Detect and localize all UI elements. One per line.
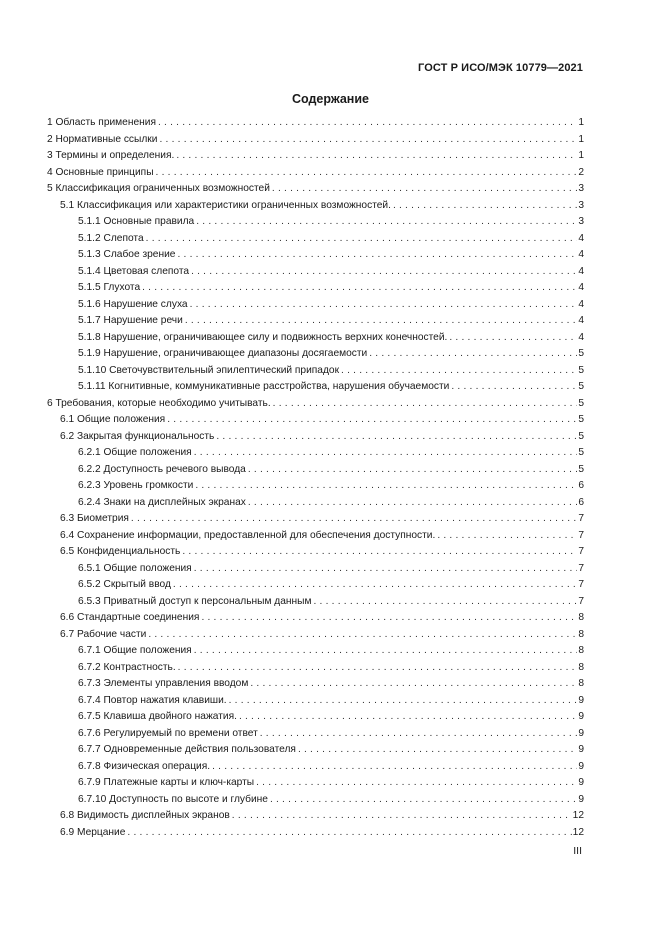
toc-entry-title: 5 Классификация ограниченных возможностей — [47, 183, 270, 194]
toc-leader-dots — [142, 280, 577, 297]
toc-entry[interactable] — [47, 726, 584, 743]
toc-entry-title: 5.1.7 Нарушение речи — [78, 315, 183, 326]
toc-leader-dots — [248, 495, 578, 512]
toc-entry[interactable] — [47, 825, 584, 842]
toc-entry-title: 6 Требования, которые необходимо учитывать. — [47, 397, 271, 409]
toc-leader-dots — [159, 132, 577, 149]
toc-leader-dots — [185, 313, 578, 330]
toc-leader-dots — [314, 594, 578, 611]
toc-entry[interactable] — [47, 742, 584, 759]
toc-entry-title: 6.7.6 Регулируемый по времени ответ — [78, 727, 258, 739]
toc-leader-dots — [177, 247, 577, 264]
toc-entry-page: 4 — [578, 331, 584, 343]
toc-entry-title: 5.1.9 Нарушение, ограничивающее диапазоны досягаемости — [78, 348, 368, 359]
toc-entry-page: 9 — [578, 793, 584, 805]
toc-entry-title: 6.7.10 Доступность по высоте и глубине — [78, 793, 268, 805]
toc-leader-dots — [229, 693, 578, 710]
table-of-contents — [47, 115, 584, 841]
toc-entry[interactable] — [47, 297, 584, 314]
toc-entry-title: 4 Основные принципы — [47, 166, 154, 178]
toc-leader-dots — [260, 726, 578, 743]
toc-entry[interactable] — [47, 709, 584, 726]
toc-entry-page: 5 — [578, 348, 584, 359]
page-title: Содержание — [291, 92, 369, 106]
toc-entry-title: 1 Область применения — [47, 117, 156, 128]
toc-entry-page: 3 — [578, 216, 584, 227]
toc-entry[interactable] — [47, 808, 584, 825]
toc-entry-title: 5.1.6 Нарушение слуха — [78, 298, 188, 310]
toc-entry-page: 5 — [578, 430, 584, 442]
toc-entry-page: 2 — [578, 166, 584, 178]
toc-entry[interactable] — [47, 676, 584, 693]
toc-entry[interactable] — [47, 148, 584, 165]
toc-entry-page: 1 — [578, 133, 584, 145]
toc-entry[interactable] — [47, 792, 584, 809]
toc-entry-page: 4 — [578, 265, 584, 277]
toc-leader-dots — [212, 759, 577, 776]
toc-entry-title: 6.2.2 Доступность речевого вывода — [78, 463, 246, 475]
toc-entry[interactable] — [47, 313, 584, 330]
toc-entry-title: 5.1.2 Слепота — [78, 232, 144, 244]
page-number: III — [573, 845, 582, 857]
toc-entry-page: 9 — [578, 744, 584, 755]
toc-entry-title: 5.1.8 Нарушение, ограничивающее силу и подвижность верхних конечностей. — [78, 331, 448, 343]
toc-entry-title: 6.1 Общие положения — [60, 414, 166, 425]
toc-leader-dots — [127, 825, 571, 842]
toc-entry[interactable] — [47, 412, 584, 429]
toc-entry-page: 1 — [578, 150, 584, 161]
toc-entry[interactable] — [47, 544, 584, 561]
toc-entry-page: 5 — [578, 397, 584, 409]
toc-entry[interactable] — [47, 363, 584, 380]
toc-leader-dots — [131, 511, 577, 528]
toc-entry-page: 4 — [578, 315, 584, 326]
toc-entry-page: 9 — [578, 694, 584, 706]
toc-entry-title: 6.7.1 Общие положения — [78, 645, 192, 656]
toc-entry-title: 6.2.4 Знаки на дисплейных экранах — [78, 496, 246, 508]
toc-entry-page: 9 — [578, 777, 584, 788]
toc-leader-dots — [191, 264, 577, 281]
toc-entry[interactable] — [47, 346, 584, 363]
toc-entry-title: 6.8 Видимость дисплейных экранов — [60, 810, 230, 821]
toc-entry[interactable] — [47, 247, 584, 264]
toc-leader-dots — [451, 379, 577, 396]
toc-leader-dots — [272, 181, 577, 198]
toc-entry[interactable] — [47, 214, 584, 231]
toc-entry-title: 6.7.3 Элементы управления вводом — [78, 678, 249, 689]
toc-entry-title: 6.5 Конфиденциальность — [60, 546, 181, 557]
toc-entry[interactable] — [47, 330, 584, 347]
toc-entry[interactable] — [47, 528, 584, 545]
toc-entry-title: 6.7.8 Физическая операция. — [78, 760, 211, 772]
toc-entry[interactable] — [47, 115, 584, 132]
toc-leader-dots — [216, 429, 577, 446]
toc-entry-title: 6.7.7 Одновременные действия пользователя — [78, 744, 296, 755]
toc-entry-page: 3 — [578, 199, 584, 211]
toc-leader-dots — [250, 676, 577, 693]
toc-entry[interactable] — [47, 775, 584, 792]
toc-leader-dots — [194, 561, 578, 578]
toc-entry[interactable] — [47, 511, 584, 528]
toc-entry-page: 8 — [578, 661, 584, 673]
toc-leader-dots — [201, 610, 577, 627]
toc-entry[interactable] — [47, 445, 584, 462]
toc-entry-title: 6.7 Рабочие части — [60, 628, 147, 640]
toc-entry[interactable] — [47, 264, 584, 281]
toc-entry-page: 6 — [578, 480, 584, 491]
toc-leader-dots — [239, 709, 577, 726]
toc-entry[interactable] — [47, 643, 584, 660]
toc-entry[interactable] — [47, 693, 584, 710]
toc-entry-page: 12 — [572, 810, 584, 821]
toc-leader-dots — [437, 528, 577, 545]
toc-entry-title: 5.1.5 Глухота — [78, 282, 141, 293]
toc-leader-dots — [195, 478, 577, 495]
toc-entry-page: 5 — [578, 381, 584, 392]
toc-entry[interactable] — [47, 462, 584, 479]
toc-entry-title: 2 Нормативные ссылки — [47, 133, 158, 145]
toc-entry-title: 6.5.2 Скрытый ввод — [78, 579, 171, 590]
toc-entry[interactable] — [47, 231, 584, 248]
toc-entry-title: 5.1.11 Когнитивные, коммуникативные расстройства, нарушения обучаемости — [78, 381, 450, 392]
toc-entry-page: 8 — [578, 628, 584, 640]
toc-entry[interactable] — [47, 198, 584, 215]
toc-entry-title: 6.7.4 Повтор нажатия клавиши. — [78, 694, 227, 706]
toc-entry-page: 7 — [578, 579, 584, 590]
toc-entry-page: 3 — [578, 183, 584, 194]
toc-leader-dots — [298, 742, 577, 759]
toc-entry-title: 6.7.9 Платежные карты и ключ-карты — [78, 777, 255, 788]
toc-entry-title: 6.2.1 Общие положения — [78, 447, 192, 458]
toc-entry-page: 7 — [578, 513, 584, 524]
toc-entry-page: 7 — [578, 595, 584, 607]
toc-leader-dots — [393, 198, 577, 215]
toc-entry[interactable] — [47, 759, 584, 776]
toc-entry[interactable] — [47, 627, 584, 644]
toc-entry-title: 5.1.4 Цветовая слепота — [78, 265, 190, 277]
toc-leader-dots — [167, 412, 577, 429]
toc-entry-page: 8 — [578, 645, 584, 656]
toc-entry-page: 9 — [578, 760, 584, 772]
toc-leader-dots — [146, 231, 578, 248]
toc-leader-dots — [273, 396, 578, 413]
toc-entry-title: 6.2 Закрытая функциональность — [60, 430, 215, 442]
toc-leader-dots — [182, 544, 577, 561]
toc-entry-title: 6.7.5 Клавиша двойного нажатия. — [78, 711, 237, 722]
toc-leader-dots — [369, 346, 577, 363]
toc-entry-page: 5 — [578, 364, 584, 376]
toc-entry-page: 4 — [578, 282, 584, 293]
toc-entry-page: 5 — [578, 447, 584, 458]
toc-leader-dots — [449, 330, 577, 347]
toc-entry-title: 5.1.1 Основные правила — [78, 216, 195, 227]
toc-leader-dots — [148, 627, 577, 644]
toc-entry-page: 4 — [578, 232, 584, 244]
toc-entry[interactable] — [47, 165, 584, 182]
toc-entry[interactable] — [47, 181, 584, 198]
toc-entry[interactable] — [47, 478, 584, 495]
toc-entry-page: 6 — [578, 496, 584, 508]
toc-leader-dots — [156, 165, 578, 182]
toc-leader-dots — [248, 462, 577, 479]
toc-entry-page: 4 — [578, 298, 584, 310]
toc-entry-title: 6.9 Мерцание — [60, 826, 126, 838]
toc-entry-title: 5.1 Классификация или характеристики ограниченных возможностей. — [60, 199, 391, 211]
toc-entry-title: 6.6 Стандартные соединения — [60, 612, 200, 623]
toc-entry-title: 6.2.3 Уровень громкости — [78, 480, 194, 491]
toc-leader-dots — [158, 115, 577, 132]
toc-leader-dots — [173, 577, 577, 594]
toc-entry-page: 4 — [578, 249, 584, 260]
toc-leader-dots — [194, 643, 578, 660]
toc-entry-page: 7 — [578, 529, 584, 541]
toc-entry[interactable] — [47, 594, 584, 611]
toc-entry-title: 6.4 Сохранение информации, предоставленной для обеспечения доступности. — [60, 529, 436, 541]
toc-entry[interactable] — [47, 610, 584, 627]
toc-entry[interactable] — [47, 396, 584, 413]
toc-entry-title: 6.7.2 Контрастность. — [78, 661, 176, 673]
toc-leader-dots — [232, 808, 572, 825]
toc-entry[interactable] — [47, 280, 584, 297]
toc-entry-title: 5.1.10 Светочувствительный эпилептический припадок — [78, 364, 340, 376]
toc-entry[interactable] — [47, 495, 584, 512]
toc-entry-title: 6.3 Биометрия — [60, 513, 129, 524]
toc-leader-dots — [178, 660, 578, 677]
toc-leader-dots — [176, 148, 577, 165]
toc-entry-page: 12 — [572, 826, 584, 838]
toc-leader-dots — [196, 214, 577, 231]
toc-entry-title: 6.5.1 Общие положения — [78, 562, 192, 574]
toc-entry[interactable] — [47, 132, 584, 149]
toc-entry-page: 1 — [578, 117, 584, 128]
toc-entry[interactable] — [47, 660, 584, 677]
toc-entry[interactable] — [47, 561, 584, 578]
toc-entry-page: 7 — [578, 562, 584, 574]
toc-entry-page: 8 — [578, 678, 584, 689]
toc-entry-title: 5.1.3 Слабое зрение — [78, 249, 176, 260]
toc-entry[interactable] — [47, 429, 584, 446]
toc-leader-dots — [190, 297, 578, 314]
toc-entry[interactable] — [47, 577, 584, 594]
toc-entry-title: 6.5.3 Приватный доступ к персональным данным — [78, 595, 312, 607]
toc-entry-page: 5 — [578, 463, 584, 475]
toc-entry-page: 5 — [578, 414, 584, 425]
toc-leader-dots — [194, 445, 578, 462]
document-header: ГОСТ Р ИСО/МЭК 10779—2021 — [418, 62, 583, 74]
toc-entry[interactable] — [47, 379, 584, 396]
toc-leader-dots — [341, 363, 577, 380]
toc-entry-page: 8 — [578, 612, 584, 623]
toc-leader-dots — [270, 792, 577, 809]
toc-entry-title: 3 Термины и определения. — [47, 150, 175, 161]
toc-entry-page: 9 — [578, 727, 584, 739]
toc-entry-page: 7 — [578, 546, 584, 557]
toc-entry-page: 9 — [578, 711, 584, 722]
toc-leader-dots — [256, 775, 577, 792]
